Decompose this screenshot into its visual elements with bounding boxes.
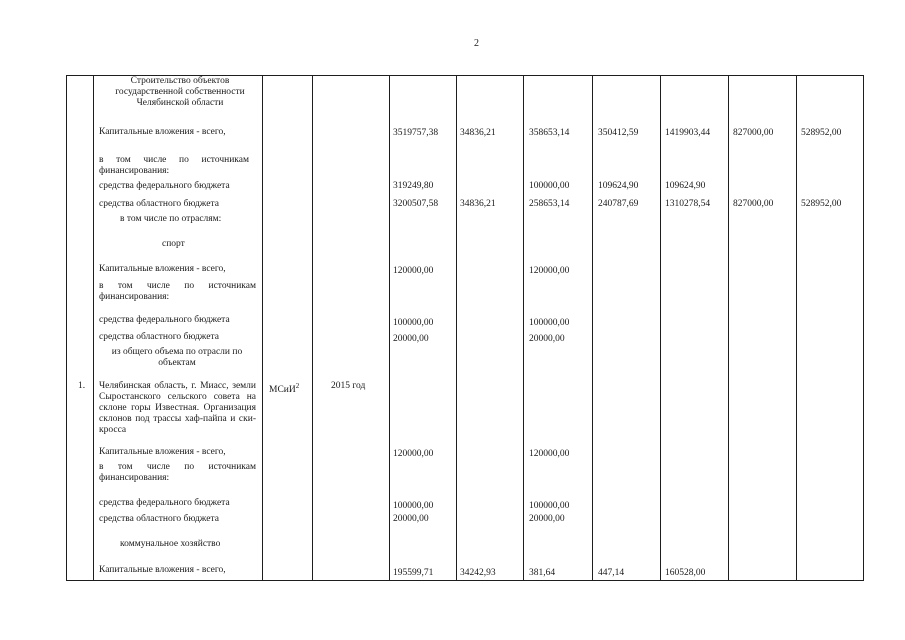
cell-value: 100000,00 xyxy=(529,501,570,511)
cell-value: 34836,21 xyxy=(460,128,496,138)
cell-value: 258653,14 xyxy=(529,199,570,209)
row-label-federal: средства федерального бюджета xyxy=(99,498,230,508)
cell-value: 827000,00 xyxy=(733,199,774,209)
customer-footnote-mark: 2 xyxy=(295,382,300,390)
cell-value: 20000,00 xyxy=(393,514,429,524)
cell-value: 20000,00 xyxy=(393,334,429,344)
col-border xyxy=(262,75,263,581)
row-label-regional: средства областного бюджета xyxy=(99,332,219,342)
cell-value: 120000,00 xyxy=(529,449,570,459)
cell-value: 3519757,38 xyxy=(393,128,439,138)
row-label-by-industry: в том числе по отраслям: xyxy=(120,214,222,224)
cell-value: 195599,71 xyxy=(393,568,434,578)
year-cell: 2015 год xyxy=(331,381,366,391)
cell-value: 381,64 xyxy=(529,568,556,578)
cell-value: 1310278,54 xyxy=(665,199,711,209)
cell-value: 109624,90 xyxy=(665,181,706,191)
customer-name: МСиИ xyxy=(269,385,296,396)
cell-value: 1419903,44 xyxy=(665,128,711,138)
col-border xyxy=(796,75,797,581)
col-border xyxy=(312,75,313,581)
col-border xyxy=(456,75,457,581)
row-label-sources: в том числе по источникам финансирования: xyxy=(99,281,256,302)
cell-value: 358653,14 xyxy=(529,128,570,138)
object-name: Челябинская область, г. Миасс, земли Сыростанского сельского совета на склоне горы Известная. Организация склонов под трассы хаф-пайпа и ски-кросса xyxy=(99,381,256,435)
cell-value: 34836,21 xyxy=(460,199,496,209)
cell-value: 120000,00 xyxy=(529,266,570,276)
cell-value: 160528,00 xyxy=(665,568,706,578)
row-label-sources: в том числе по источникам финансирования: xyxy=(99,462,256,483)
row-label-regional: средства областного бюджета xyxy=(99,514,219,524)
row-label-total: Капитальные вложения - всего, xyxy=(99,127,226,137)
table-bottom-border xyxy=(66,580,864,581)
cell-value: 120000,00 xyxy=(393,266,434,276)
cell-value: 100000,00 xyxy=(393,318,434,328)
row-label-sources: в том числе по источникам финансирования: xyxy=(99,155,249,176)
col-border xyxy=(592,75,593,581)
cell-value: 528952,00 xyxy=(801,199,842,209)
row-label-total: Капитальные вложения - всего, xyxy=(99,565,226,575)
customer-cell xyxy=(269,381,299,396)
row-label-total: Капитальные вложения - всего, xyxy=(99,264,226,274)
cell-value: 20000,00 xyxy=(529,334,565,344)
row-number: 1. xyxy=(78,381,86,391)
row-label-federal: средства федерального бюджета xyxy=(99,315,230,325)
col-border xyxy=(389,75,390,581)
col-border xyxy=(863,75,864,581)
cell-value: 3200507,58 xyxy=(393,199,439,209)
industry-title-communal: коммунальное хозяйство xyxy=(120,539,221,549)
section-title: Строительство объектов государственной собственности Челябинской области xyxy=(115,76,245,108)
cell-value: 120000,00 xyxy=(393,449,434,459)
cell-value: 100000,00 xyxy=(529,181,570,191)
cell-value: 319249,80 xyxy=(393,181,434,191)
cell-value: 528952,00 xyxy=(801,128,842,138)
col-border xyxy=(93,75,94,581)
cell-value: 447,14 xyxy=(598,568,625,578)
page-number: 2 xyxy=(474,38,479,49)
row-label-objects: из общего объема по отрасли по объектам xyxy=(111,347,243,368)
row-label-federal: средства федерального бюджета xyxy=(99,181,230,191)
col-border xyxy=(660,75,661,581)
cell-value: 34242,93 xyxy=(460,568,496,578)
col-border xyxy=(66,75,67,581)
row-label-total: Капитальные вложения - всего, xyxy=(99,447,226,457)
cell-value: 100000,00 xyxy=(393,501,434,511)
cell-value: 240787,69 xyxy=(598,199,639,209)
cell-value: 20000,00 xyxy=(529,514,565,524)
col-border xyxy=(728,75,729,581)
col-border xyxy=(523,75,524,581)
cell-value: 100000,00 xyxy=(529,318,570,328)
industry-title-sport: спорт xyxy=(162,239,185,249)
cell-value: 109624,90 xyxy=(598,181,639,191)
cell-value: 350412,59 xyxy=(598,128,639,138)
cell-value: 827000,00 xyxy=(733,128,774,138)
row-label-regional: средства областного бюджета xyxy=(99,199,219,209)
